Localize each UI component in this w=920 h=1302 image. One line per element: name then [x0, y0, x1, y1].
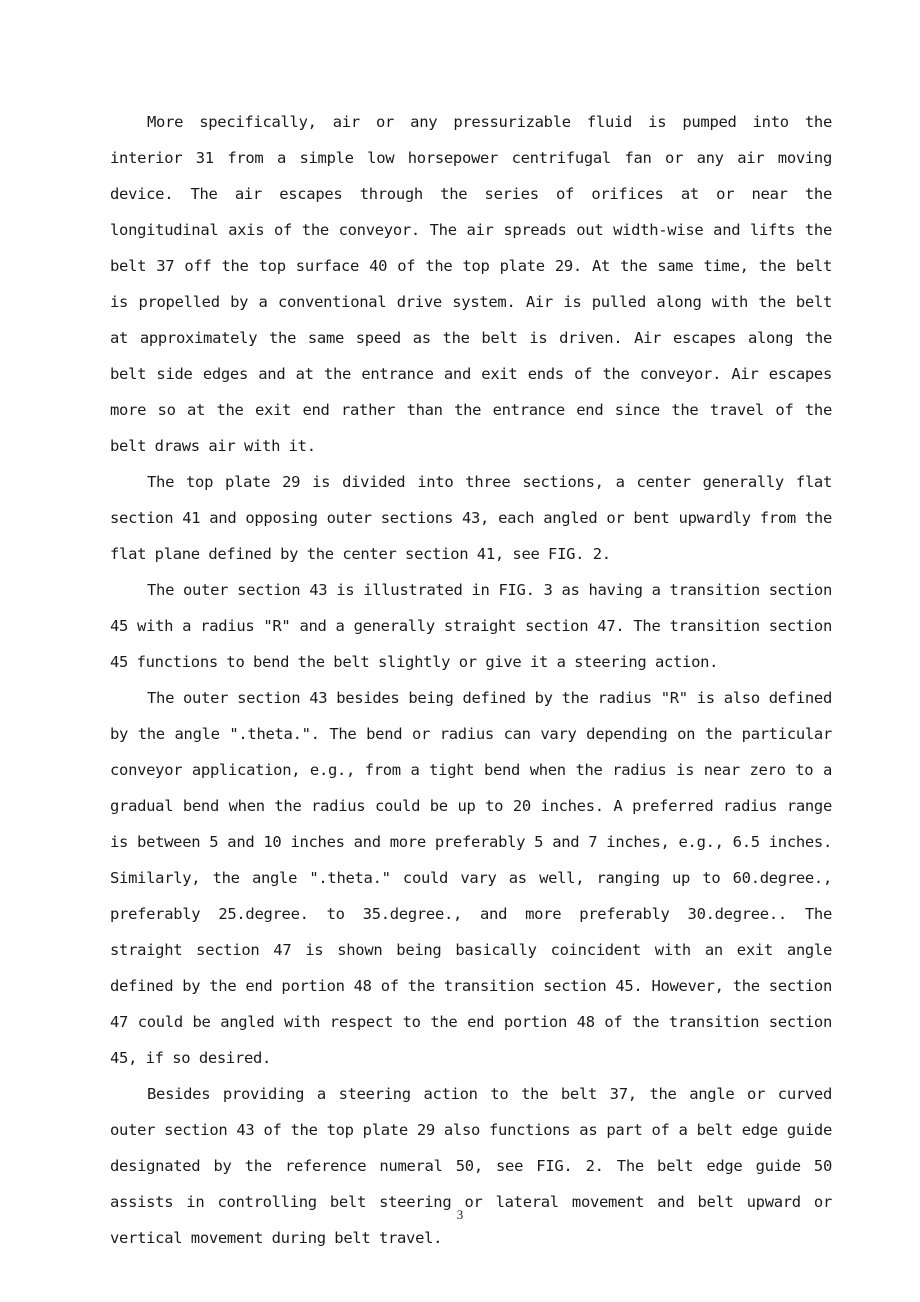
document-body [110, 104, 832, 1256]
paragraph-radius-and-angle: The outer section 43 besides being defined by the radius "R" is also defined by the angle ".theta.". The bend or radius can vary depending on the particular conveyor application, e.g., from a tight bend when the radius is near zero to a gradual bend when the radius could be up to 20 inches. A preferred radius range is between 5 and 10 inches and more preferably 5 and 7 inches, e.g., 6.5 inches. Similarly, the angle ".theta." could vary as well, ranging up to 60.degree., preferably 25.degree. to 35.degree., and more preferably 30.degree.. The straight section 47 is shown being basically coincident with an exit angle defined by the end portion 48 of the transition section 45. However, the section 47 could be angled with respect to the end portion 48 of the transition section 45, if so desired. [110, 689, 832, 1067]
paragraph-air-flow: More specifically, air or any pressurizable fluid is pumped into the interior 31 from a simple low horsepower centrifugal fan or any air moving device. The air escapes through the series of orifices at or near the longitudinal axis of the conveyor. The air spreads out width-wise and lifts the belt 37 off the top surface 40 of the top plate 29. At the same time, the belt is propelled by a conventional drive system. Air is pulled along with the belt at approximately the same speed as the belt is driven. Air escapes along the belt side edges and at the entrance and exit ends of the conveyor. Air escapes more so at the exit end rather than the entrance end since the travel of the belt draws air with it. [110, 113, 832, 455]
paragraph-top-plate-sections: The top plate 29 is divided into three sections, a center generally flat section 41 and opposing outer sections 43, each angled or bent upwardly from the flat plane defined by the center section 41, see FIG. 2. [110, 473, 832, 563]
paragraph-outer-section-transition: The outer section 43 is illustrated in FIG. 3 as having a transition section 45 with a radius "R" and a generally straight section 47. The transition section 45 functions to bend the belt slightly or give it a steering action. [110, 581, 832, 671]
page-number: 3 [456, 1207, 464, 1222]
paragraph-belt-edge-guide: Besides providing a steering action to the belt 37, the angle or curved outer section 43 of the top plate 29 also functions as part of a belt edge guide designated by the reference numeral 50, see FIG. 2. The belt edge guide 50 assists in controlling belt steering or lateral movement and belt upward or vertical movement during belt travel. [110, 1085, 832, 1247]
